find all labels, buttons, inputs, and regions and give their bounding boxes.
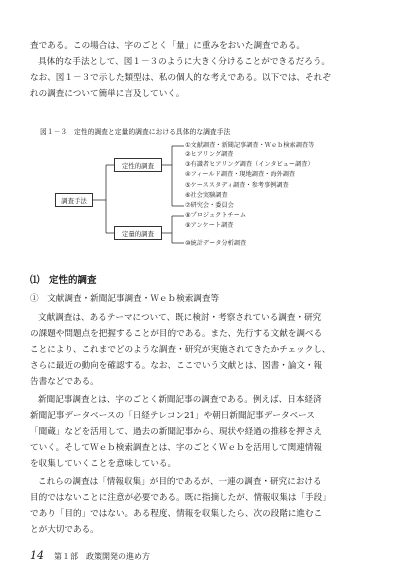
body-paragraph — [30, 310, 386, 390]
text-line: 告書などである。 — [30, 377, 99, 387]
text-line: 目的ではないことに注意が必要である。既に指摘したが、情報収集は「手段」 — [30, 493, 331, 503]
text-line: れの調査について簡単に言及していく。 — [30, 89, 185, 99]
quantitative-box: 定量的調査 — [114, 226, 162, 240]
text-line: ことにより、これまでどのような調査・研究が実施されてきたかチェックし、 — [30, 345, 331, 355]
text-line: ていく。そしてＷｅｂ検索調査とは、字のごとくＷｅｂを活用して関連情報 — [30, 443, 323, 453]
text-line: の課題や問題点を把握することが目的である。また、先行する文献を調べる — [30, 329, 323, 339]
text-line: とが大切である。 — [30, 525, 99, 535]
method-item: ③有識者ヒアリング調査（インタビュー調査） — [185, 161, 314, 168]
text-line: 査である。この場合は、字のごとく「量」に重みをおいた調査である。 — [30, 41, 306, 51]
text-line: 新聞記事データベースの「日経テレコン21」や朝日新聞記事データベース — [30, 411, 315, 421]
method-item: ⑩統計データ分析調査 — [185, 240, 247, 247]
text-line: を収集していくことを意味している。 — [30, 459, 177, 469]
subsection-heading: ① 文献調査・新聞記事調査・Ｗｅｂ検索調査等 — [30, 294, 220, 304]
page-number: 14 — [30, 549, 44, 562]
page-footer — [30, 549, 150, 562]
method-item: ⑧プロジェクトチーム — [185, 212, 247, 219]
method-item: ④フィールド調査・現地調査・海外調査 — [185, 171, 296, 178]
method-item: ⑦研究会・委員会 — [185, 202, 234, 209]
text-line: 文献調査は、あるテーマについて、既に検討・考察されている調査・研究 — [38, 313, 322, 323]
text-line: であり「目的」ではない。ある程度、情報を収集したら、次の段階に進むこ — [30, 509, 323, 519]
text-line: なお、図１－３で示した類型は、私の個人的な考えである。以下では、それぞ — [30, 73, 331, 83]
method-item: ②ヒアリング調査 — [185, 151, 234, 158]
qualitative-box: 定性的調査 — [114, 158, 162, 172]
method-item: ⑨アンケート調査 — [185, 222, 234, 229]
method-item: ⑤ケーススタディ調査・参考事例調査 — [185, 182, 289, 189]
section-heading: ⑴ 定性的調査 — [30, 275, 97, 286]
root-box: 調査手法 — [55, 193, 93, 207]
text-line: 「聞蔵」などを活用して、過去の新聞記事から、現状や経過の推移を押さえ — [30, 427, 323, 437]
method-item: ⑥社会実験調査 — [185, 192, 228, 199]
body-paragraph — [30, 392, 386, 472]
text-line: さらに最近の動向を確認する。なお、ここでいう文献とは、図書・論文・報 — [30, 361, 323, 371]
part-title: 第１部 政策開発の進め方 — [54, 552, 150, 561]
body-paragraph — [30, 474, 386, 538]
method-item: ①文献調査・新聞記事調査・Ｗｅｂ検索調査等 — [185, 142, 315, 149]
text-line: これらの調査は「情報収集」が目的であるが、一連の調査・研究における — [38, 477, 322, 487]
text-line: 新聞記事調査とは、字のごとく新聞記事の調査である。例えば、日本経済 — [38, 395, 322, 405]
text-line: 具体的な手法として、図１－３のように大きく分けることができるだろう。 — [38, 57, 331, 67]
figure-caption: 図１－３ 定性的調査と定量的調査における具体的な調査手法 — [40, 128, 231, 136]
